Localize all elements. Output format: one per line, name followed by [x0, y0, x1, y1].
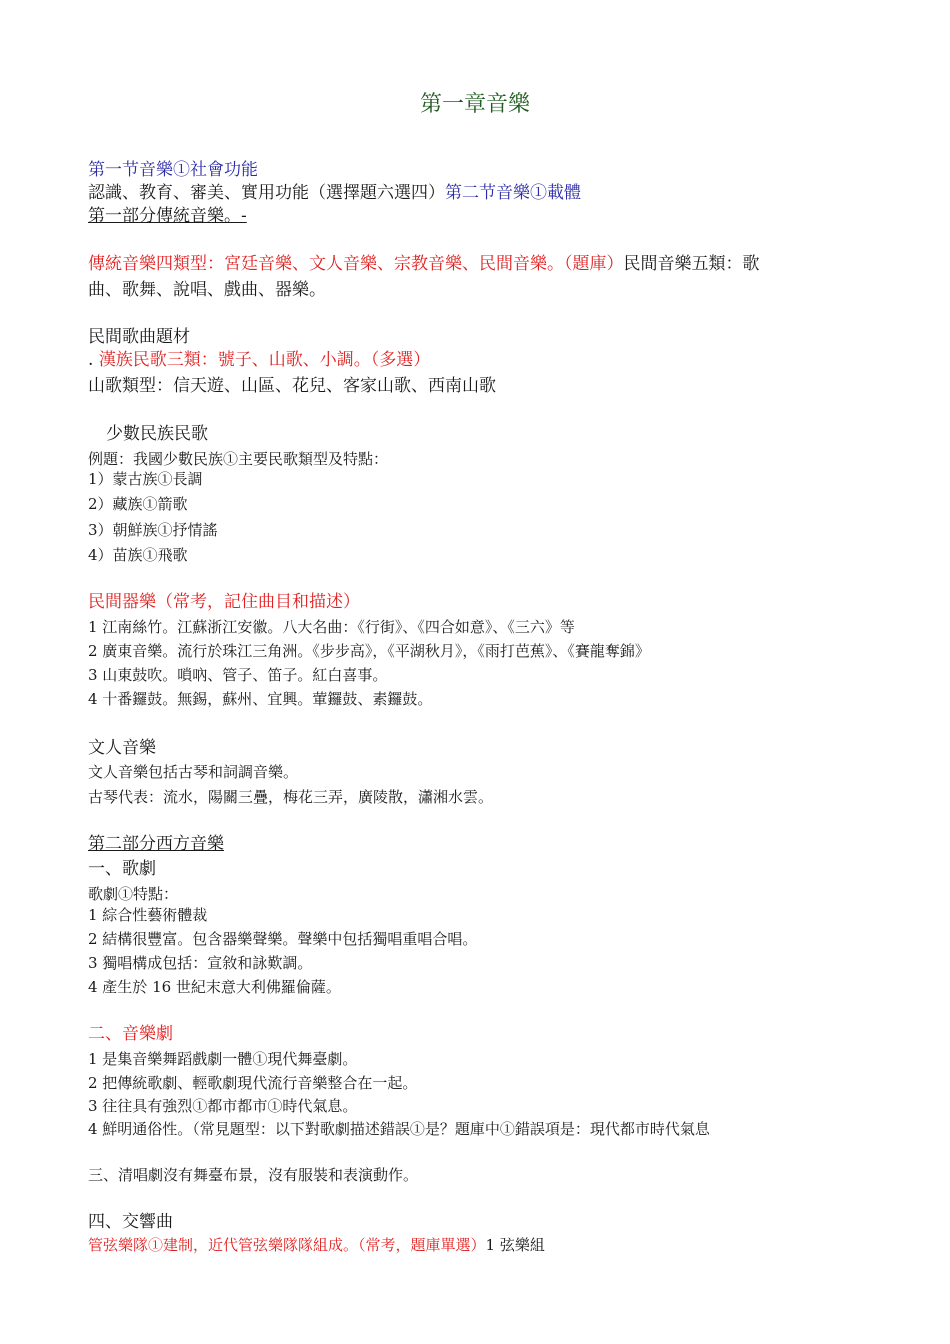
musical-heading: 二、音樂劇 — [88, 1024, 173, 1044]
minority-heading: 少數民族民歌 — [106, 424, 208, 444]
traditional-types: 傳統音樂四類型：宮廷音樂、文人音樂、宗教音樂、民間音樂。（題庫） — [88, 254, 624, 274]
orchestra-tail: 1 弦樂組 — [485, 1236, 545, 1254]
functions-line — [88, 183, 581, 203]
orchestra-line — [88, 1236, 545, 1254]
opera-item: 3 獨唱構成包括：宣敘和詠歎調。 — [88, 954, 313, 972]
part-2-heading: 第二部分西方音樂 — [88, 834, 224, 854]
han-prefix: . — [88, 350, 99, 370]
section-2-heading: 第二节音樂①載體 — [445, 183, 581, 203]
han-folk-line — [88, 350, 430, 370]
musical-item: 4 鮮明通俗性。（常見題型：以下對歌劇描述錯誤①是？題庫中①錯誤項是：現代都市時代氣息 — [88, 1120, 710, 1138]
literati-line: 古琴代表：流水，陽關三疊，梅花三弄，廣陵散，瀟湘水雲。 — [88, 788, 494, 806]
opera-item: 1 綜合性藝術體裁 — [88, 906, 208, 924]
musical-item: 3 往往具有強烈①都市都市①時代氣息。 — [88, 1097, 358, 1115]
minority-example: 例題：我國少數民族①主要民歌類型及特點： — [88, 450, 389, 468]
minority-item: 2）藏族①箭歌 — [88, 495, 188, 513]
instrumental-item: 3 山東鼓吹。嗩吶、管子、笛子。紅白喜事。 — [88, 666, 388, 684]
literati-heading: 文人音樂 — [88, 738, 156, 758]
instrumental-item: 4 十番鑼鼓。無錫，蘇州、宜興。葷鑼鼓、素鑼鼓。 — [88, 690, 433, 708]
minority-item: 1）蒙古族①長調 — [88, 470, 203, 488]
section-1-heading: 第一节音樂①社會功能 — [88, 160, 258, 180]
orchestra-text: 管弦樂隊①建制，近代管弦樂隊隊組成。（常考，題庫單選） — [88, 1236, 486, 1254]
shange-types: 山歌類型：信天遊、山區、花兒、客家山歌、西南山歌 — [88, 376, 496, 396]
folk-five-types-cont: 曲、歌舞、說唱、戲曲、器樂。 — [88, 280, 326, 300]
literati-line: 文人音樂包括古琴和詞調音樂。 — [88, 763, 299, 781]
han-folk-types: 漢族民歌三類：號子、山歌、小調。（多選） — [98, 350, 431, 370]
opera-item: 2 結構很豐富。包含器樂聲樂。聲樂中包括獨唱重唱合唱。 — [88, 930, 478, 948]
folk-five-types: 民間音樂五類：歌 — [623, 254, 760, 274]
opera-features: 歌劇①特點： — [88, 885, 179, 903]
page-title: 第一章音樂 — [419, 92, 530, 117]
oratorio-line: 三、清唱劇沒有舞臺布景，沒有服裝和表演動作。 — [88, 1166, 419, 1184]
opera-heading: 一、歌劇 — [88, 859, 156, 879]
minority-item: 3）朝鮮族①抒情謠 — [88, 521, 218, 539]
musical-item: 2 把傳統歌劇、輕歌劇現代流行音樂整合在一起。 — [88, 1074, 418, 1092]
musical-item: 1 是集音樂舞蹈戲劇一體①現代舞臺劇。 — [88, 1050, 358, 1068]
instrumental-item: 1 江南絲竹。江蘇浙江安徽。八大名曲：《行街》、《四合如意》、《三六》等 — [88, 618, 575, 636]
opera-item: 4 產生於 16 世紀末意大利佛羅倫薩。 — [88, 978, 341, 996]
folk-song-heading: 民間歌曲題材 — [88, 327, 190, 347]
instrumental-item: 2 廣東音樂。流行於珠江三角洲。《步步高》，《平湖秋月》，《雨打芭蕉》、《賽龍奪錦》 — [88, 642, 650, 660]
symphony-heading: 四、交響曲 — [88, 1212, 173, 1232]
minority-item: 4）苗族①飛歌 — [88, 546, 188, 564]
part-1-heading: 第一部分傳統音樂。- — [88, 206, 247, 226]
traditional-types-line — [88, 254, 760, 274]
instrumental-heading: 民間器樂（常考，記住曲目和描述） — [88, 592, 360, 612]
functions-text: 認識、教育、審美、實用功能（選擇題六選四） — [88, 183, 445, 203]
